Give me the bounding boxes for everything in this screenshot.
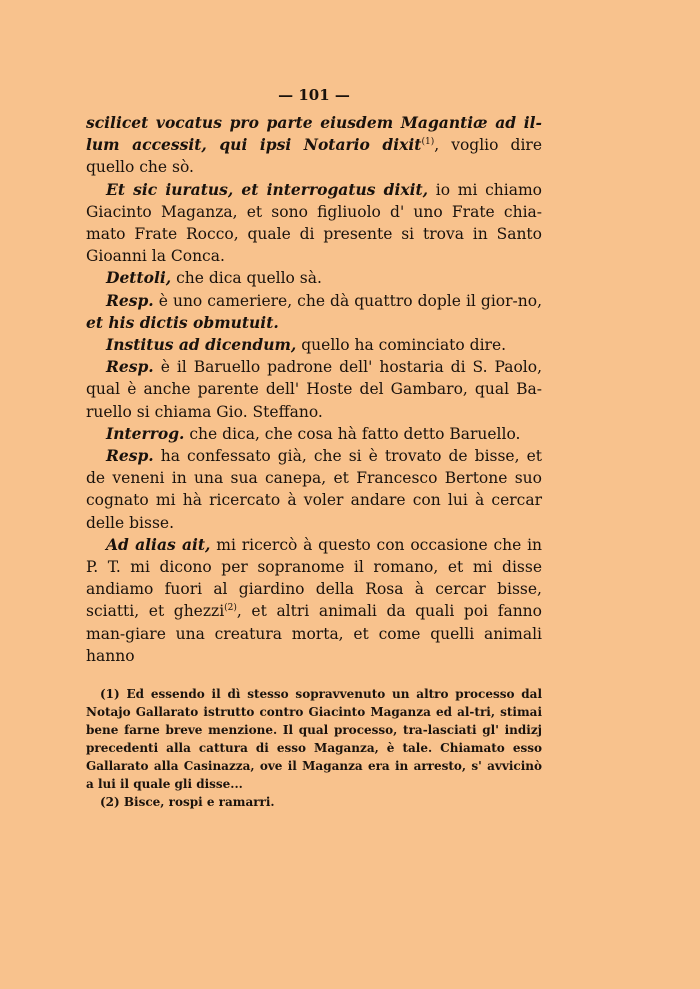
paragraph [86, 179, 542, 268]
italic-text: Et sic iuratus, et interrogatus dixit, [106, 179, 429, 199]
italic-text: Dettoli, [106, 268, 172, 288]
footnotes [86, 685, 542, 811]
paragraph [86, 423, 542, 445]
footnote-ref: (2) [224, 603, 237, 614]
text-run: è il Baruello padrone dell' hostaria di S. Paolo, qual è anche parente dell' Hoste del Gambaro, qual Ba-ruello si chiama Gio. Steffano. [86, 358, 542, 421]
text-run: , voglio dire quello che sò. [86, 136, 543, 177]
text-run: che dica quello sà. [171, 269, 322, 288]
paragraph [86, 356, 542, 423]
italic-text: Resp. [106, 290, 154, 310]
italic-text: Resp. [106, 357, 154, 377]
italic-text: et his dictis obmutuit. [86, 312, 279, 332]
paragraph [86, 334, 542, 356]
body-text [86, 112, 542, 667]
paragraph [86, 534, 542, 667]
footnote-ref: (1) [421, 137, 435, 148]
text-run: io mi chiamo Giacinto Maganza, et sono figliuolo d' uno Frate chia-mato Frate Rocco, quale di presente si trova in Santo Gioanni la Conca. [86, 180, 542, 266]
paragraph [86, 445, 542, 534]
page [86, 86, 542, 811]
paragraph [86, 290, 542, 334]
page-number: — 101 — [278, 86, 350, 104]
italic-text: Ad alias ait, [106, 534, 211, 554]
footnote: (1) Ed essendo il dì stesso sopravvenuto un altro processo dal Notajo Gallarato istrutto contro Giacinto Maganza ed al-tri, stimai bene farne breve menzione. Il qual processo, tra-lasciati gl' indizj precedenti alla cattura di esso Maganza, è tale. Chiamato esso Gallarato alla Casinazza, ove il Maganza era in arresto, s' avvicinò a lui il quale gli disse... [86, 687, 542, 792]
paragraph [86, 267, 542, 289]
paragraph [86, 112, 542, 179]
italic-text: Interrog. [106, 423, 185, 443]
italic-text: scilicet vocatus pro parte eiusdem Magantiæ ad il-lum accessit, qui ipsi Notario dixit [86, 113, 542, 155]
italic-text: Resp. [106, 446, 154, 466]
text-run: quello ha cominciato dire. [296, 336, 507, 355]
text-run: mi ricercò à questo con occasione che in P. T. mi dicono per sopranome il romano, et mi disse andiamo fuori al giardino della Rosa à cercar bisse, sciatti, et ghezzi [86, 535, 543, 621]
italic-text: Institus ad dicendum, [106, 335, 297, 355]
text-run: è uno cameriere, che dà quattro dople il gior-no, [153, 291, 542, 310]
text-run: , et altri animali da quali poi fanno man-giare una creatura morta, et come quelli animali hanno [86, 602, 542, 665]
text-run: che dica, che cosa hà fatto detto Baruello. [184, 424, 521, 443]
text-run: ha confessato già, che si è trovato de bisse, et de veneni in una sua canepa, et Francesco Bertone suo cognato mi hà ricercato à voler andare con lui à cercar delle bisse. [86, 447, 542, 532]
footnote: (2) Bisce, rospi e ramarri. [100, 795, 275, 810]
